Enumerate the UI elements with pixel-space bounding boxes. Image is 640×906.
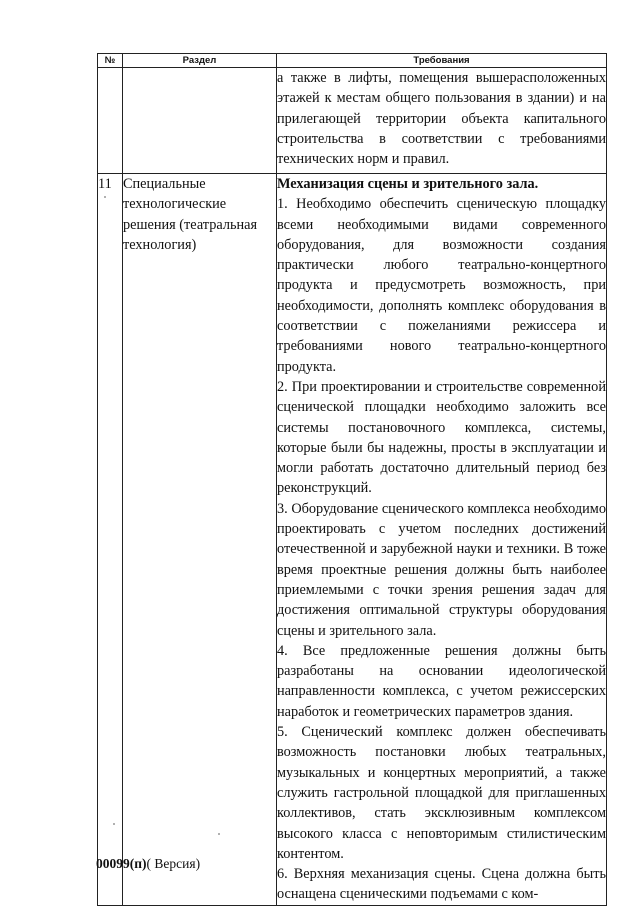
requirement-paragraph-5: 5. Сценический комплекс должен обеспечивать возможность постановки любых театральных, музыкальных и концертных мероприятий, а также служить гастрольной площадкой для приглашенных коллективов, стать эксклюзивным комплексом высокого класса с неповторимым стилистическим контентом. xyxy=(277,724,606,862)
requirement-paragraph-3: 3. Оборудование сценического комплекса необходимо проектировать с учетом последних достижений отечественной и зарубежной науки и техники. В тоже время проектные решения должны быть наиболее приемлемыми с точки зрения решения задач для достижения оптимальной структуры оборудования сцены и зрительного зала. xyxy=(277,500,606,639)
header-section: Раздел xyxy=(123,54,277,68)
scan-speck xyxy=(104,196,106,198)
row-requirements xyxy=(277,174,607,906)
row-section: Специальные технологические решения (театральная технология) xyxy=(123,174,277,906)
requirements-table xyxy=(97,53,607,906)
document-code: 00099(п) xyxy=(96,856,147,871)
table-header-row xyxy=(98,54,607,68)
scan-speck xyxy=(113,823,115,825)
row-number: 11 xyxy=(98,174,123,906)
continuation-text: а также в лифты, помещения вышерасположенных этажей к местам общего пользования в здании) и на прилегающей территории объекта капитального строительства в соответствии с требованиями технических норм и правил. xyxy=(277,68,607,174)
document-version: ( Версия) xyxy=(146,856,201,871)
table-row-continuation xyxy=(98,68,607,174)
requirement-paragraph-4: 4. Все предложенные решения должны быть разработаны на основании идеологической направленности комплекса, с учетом режиссерских наработок и геометрических параметров здания. xyxy=(277,642,606,720)
requirement-paragraph-6: 6. Верхняя механизация сцены. Сцена должна быть оснащена сценическими подъемами с ком- xyxy=(277,866,606,903)
table-row-11 xyxy=(98,174,607,906)
page-footer xyxy=(96,856,200,872)
requirement-paragraph-1: 1. Необходимо обеспечить сценическую площадку всеми необходимыми видами современного оборудования, для возможности создания практически любого театрально-концертного продукта и предусмотреть возможность, при необходимости, дополнять комплекс оборудования в соответствии с пожеланиями режиссера и требованиями нового театрально-концертного продукта. xyxy=(277,196,606,375)
header-number: № xyxy=(98,54,123,68)
scan-speck xyxy=(218,833,220,835)
header-requirements: Требования xyxy=(277,54,607,68)
requirements-heading: Механизация сцены и зрительного зала. xyxy=(277,176,539,192)
requirement-paragraph-2: 2. При проектировании и строительстве современной сценической площадки необходимо заложить все системы постановочного комплекса, системы, которые были бы надежны, просты в эксплуатации и могли работать достаточно длительный период без реконструкций. xyxy=(277,378,606,497)
